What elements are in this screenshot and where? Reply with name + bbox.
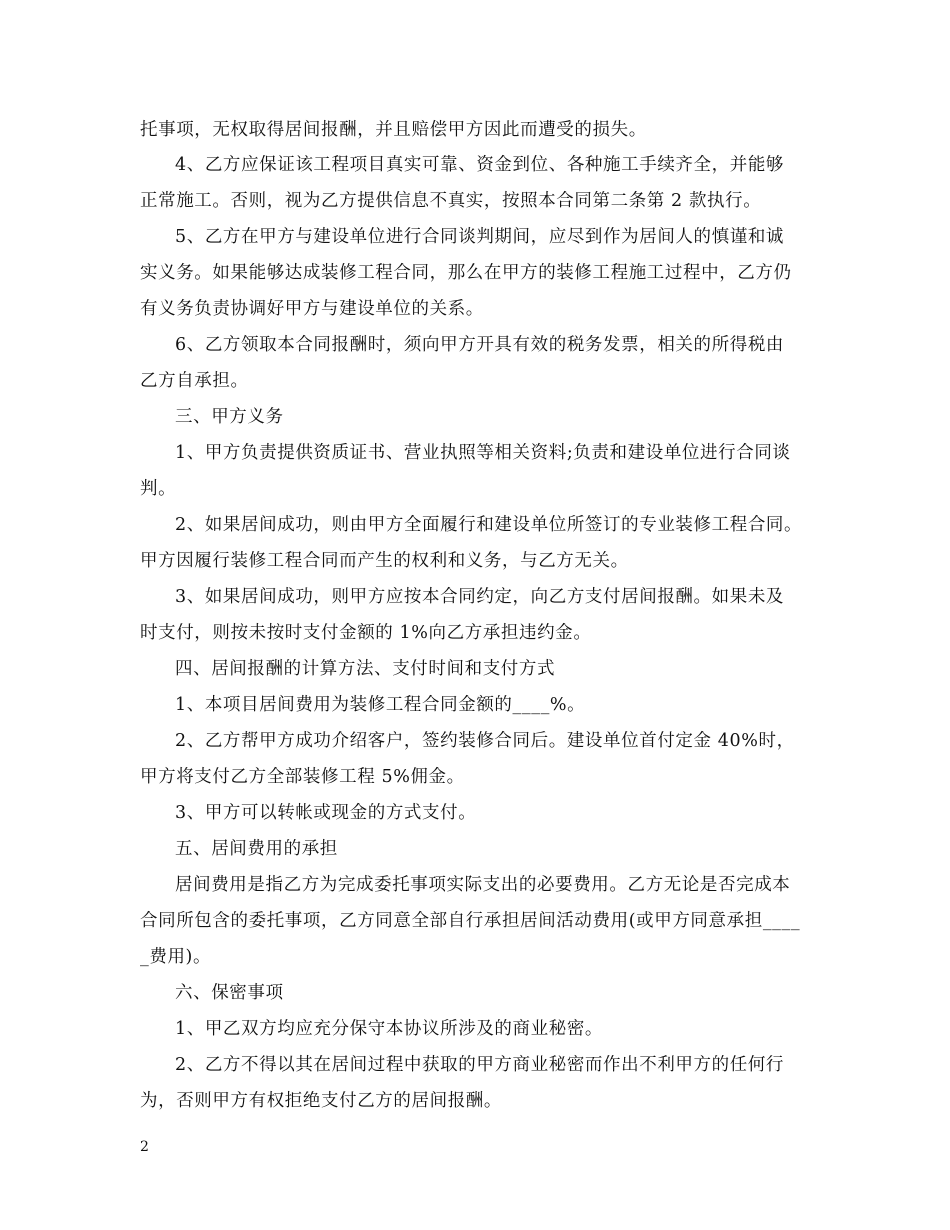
text-line: 3、甲方可以转帐或现金的方式支付。 xyxy=(175,803,477,823)
text-line: 实义务。如果能够达成装修工程合同，那么在甲方的装修工程施工过程中，乙方仍 xyxy=(140,263,792,283)
section-heading: 四、居间报酬的计算方法、支付时间和支付方式 xyxy=(175,659,556,679)
text-line: 1、本项目居间费用为装修工程合同金额的____%。 xyxy=(175,695,586,715)
text-line: 托事项，无权取得居间报酬，并且赔偿甲方因此而遭受的损失。 xyxy=(140,120,647,140)
text-line: 乙方自承担。 xyxy=(140,371,249,391)
text-line: 2、乙方帮甲方成功介绍客户，签约装修合同后。建设单位首付定金 40%时， xyxy=(175,731,795,751)
section-heading: 六、保密事项 xyxy=(175,983,284,1003)
text-line: 居间费用是指乙方为完成委托事项实际支出的必要费用。乙方无论是否完成本 xyxy=(175,875,791,895)
text-line: 4、乙方应保证该工程项目真实可靠、资金到位、各种施工手续齐全，并能够 xyxy=(175,155,785,175)
section-heading: 三、甲方义务 xyxy=(175,407,284,427)
text-line: 有义务负责协调好甲方与建设单位的关系。 xyxy=(140,299,484,319)
text-line: 2、乙方不得以其在居间过程中获取的甲方商业秘密而作出不利甲方的任何行 xyxy=(175,1055,785,1075)
text-line: 甲方将支付乙方全部装修工程 5%佣金。 xyxy=(140,767,465,787)
section-heading: 五、居间费用的承担 xyxy=(175,839,338,859)
text-line: 2、如果居间成功，则由甲方全面履行和建设单位所签订的专业装修工程合同。 xyxy=(175,515,803,535)
text-line: 甲方因履行装修工程合同而产生的权利和义务，与乙方无关。 xyxy=(140,551,629,571)
text-line: 6、乙方领取本合同报酬时，须向甲方开具有效的税务发票，相关的所得税由 xyxy=(175,335,785,355)
text-line: 判。 xyxy=(140,479,177,499)
text-line: 3、如果居间成功，则甲方应按本合同约定，向乙方支付居间报酬。如果未及 xyxy=(175,587,785,607)
text-line: 正常施工。否则，视为乙方提供信息不真实，按照本合同第二条第 2 款执行。 xyxy=(140,191,762,211)
text-line: 1、甲方负责提供资质证书、营业执照等相关资料;负责和建设单位进行合同谈 xyxy=(175,443,791,463)
text-line: 合同所包含的委托事项，乙方同意全部自行承担居间活动费用(或甲方同意承担____ xyxy=(140,911,801,931)
page-number: 2 xyxy=(140,1139,149,1155)
text-line: 为，否则甲方有权拒绝支付乙方的居间报酬。 xyxy=(140,1091,502,1111)
text-line: _费用)。 xyxy=(140,947,212,967)
text-line: 时支付，则按未按时支付金额的 1%向乙方承担违约金。 xyxy=(140,623,592,643)
text-line: 1、甲乙双方均应充分保守本协议所涉及的商业秘密。 xyxy=(175,1019,604,1039)
text-line: 5、乙方在甲方与建设单位进行合同谈判期间，应尽到作为居间人的慎谨和诚 xyxy=(175,227,785,247)
